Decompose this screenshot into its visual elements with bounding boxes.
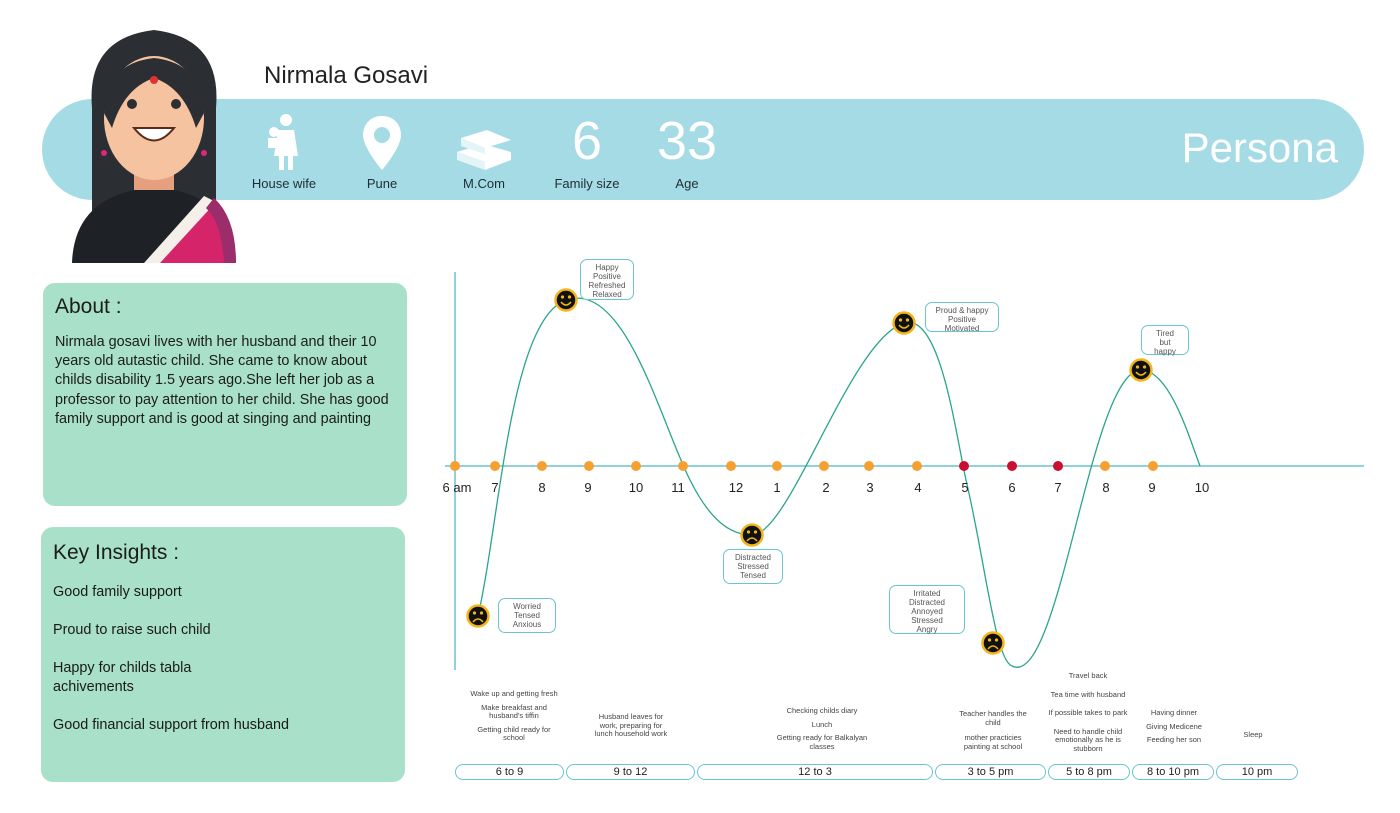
insight-item: Proud to raise such child: [53, 622, 211, 638]
hour-marker: [912, 461, 922, 471]
hour-marker: [1148, 461, 1158, 471]
insight-item: Happy for childs tabla achivements: [53, 660, 192, 695]
face-eye: [561, 295, 564, 298]
emotion-bubble: Distracted Stressed Tensed: [723, 549, 783, 584]
hour-tick-label: 3: [866, 480, 874, 495]
sad-face-icon: [742, 525, 763, 546]
persona-title: Persona: [1181, 124, 1338, 171]
sad-face-icon: [468, 606, 489, 627]
insight-item: Good financial support from husband: [53, 717, 289, 733]
face-eye: [899, 318, 902, 321]
face-eye: [473, 611, 476, 614]
hour-marker: [726, 461, 736, 471]
hour-marker: [537, 461, 547, 471]
face-eye: [568, 295, 571, 298]
hour-marker: [678, 461, 688, 471]
time-slot: 10 pm: [1216, 764, 1298, 780]
hour-marker: [819, 461, 829, 471]
activity-group: Having dinner Giving Medicene Feeding her son: [1146, 708, 1202, 744]
hour-marker: [772, 461, 782, 471]
stat-occupation-label: House wife: [251, 176, 317, 191]
face-eye: [995, 638, 998, 641]
emotion-bubble: Tired but happy: [1141, 325, 1189, 355]
hour-marker: [1007, 461, 1017, 471]
hour-tick-label: 8: [1102, 480, 1110, 495]
activity-group: Teacher handles the child mother practicies painting at school: [959, 709, 1027, 751]
emotion-bubble: Proud & happy Positive Motivated: [925, 302, 999, 332]
hour-tick-label: 2: [822, 480, 830, 495]
activity-group: Sleep: [1243, 730, 1263, 739]
face-eye: [754, 530, 757, 533]
hour-tick-label: 11: [671, 480, 685, 495]
age-label: Age: [675, 176, 699, 191]
activity-group: Checking childs diary Lunch Getting ready for Balkalyan classes: [776, 706, 868, 751]
hour-tick-label: 9: [584, 480, 592, 495]
hour-tick-label: 8: [538, 480, 546, 495]
persona-name: Nirmala Gosavi: [264, 62, 429, 89]
emotion-bubble: Worried Tensed Anxious: [498, 598, 556, 633]
insights-heading: Key Insights :: [53, 541, 180, 564]
hour-marker: [584, 461, 594, 471]
time-slot: 5 to 8 pm: [1048, 764, 1130, 780]
hour-marker: [450, 461, 460, 471]
hour-marker: [864, 461, 874, 471]
hour-marker: [1100, 461, 1110, 471]
insight-item: Good family support: [53, 584, 182, 600]
time-slot: 12 to 3: [697, 764, 933, 780]
emotion-bubble: Happy Positive Refreshed Relaxed: [580, 259, 634, 300]
age-value: 33: [656, 111, 718, 171]
hour-tick-label: 7: [1054, 480, 1062, 495]
hour-tick-label: 7: [491, 480, 499, 495]
time-slot: 8 to 10 pm: [1132, 764, 1214, 780]
happy-face-icon: [894, 313, 915, 334]
hour-marker: [490, 461, 500, 471]
hour-tick-label: 5: [961, 480, 969, 495]
happy-face-icon: [556, 290, 577, 311]
hour-tick-label: 1: [773, 480, 781, 495]
activity-group: Wake up and getting fresh Make breakfast and husband's tiffin Getting child ready for school: [470, 689, 558, 742]
face-eye: [988, 638, 991, 641]
stat-education-label: M.Com: [463, 176, 505, 191]
hour-tick-label: 4: [914, 480, 922, 495]
time-slot: 9 to 12: [566, 764, 695, 780]
family-size-value: 6: [571, 111, 603, 171]
time-slot: 3 to 5 pm: [935, 764, 1046, 780]
face-eye: [1143, 365, 1146, 368]
hour-tick-label: 10: [628, 480, 644, 495]
hour-tick-label: 9: [1148, 480, 1156, 495]
family-size-label: Family size: [554, 176, 620, 191]
face-eye: [1136, 365, 1139, 368]
about-text: Nirmala gosavi lives with her husband and their 10 years old autastic child. She came to know about childs disability 1.5 years ago.She left her job as a professor to pay attention to her child. She has good family support and is good at singing and painting: [55, 334, 389, 427]
face-eye: [747, 530, 750, 533]
hour-marker: [959, 461, 969, 471]
hour-tick-label: 10: [1194, 480, 1210, 495]
hour-marker: [631, 461, 641, 471]
face-eye: [480, 611, 483, 614]
emotion-bubble: Irritated Distracted Annoyed Stressed Angry: [889, 585, 965, 634]
hour-tick-label: 6 am: [442, 480, 472, 495]
hour-tick-label: 12: [728, 480, 744, 495]
time-slot: 6 to 9: [455, 764, 564, 780]
activity-group: Husband leaves for work, preparing for lunch household work: [594, 712, 668, 738]
happy-face-icon: [1131, 360, 1152, 381]
hour-tick-label: 6: [1008, 480, 1016, 495]
face-eye: [906, 318, 909, 321]
stat-location-label: Pune: [366, 176, 398, 191]
about-heading: About :: [55, 295, 122, 318]
activity-group: Travel back Tea time with husband If possible takes to park Need to handle child emotionally as he is stubborn: [1048, 671, 1128, 753]
sad-face-icon: [983, 633, 1004, 654]
hour-marker: [1053, 461, 1063, 471]
